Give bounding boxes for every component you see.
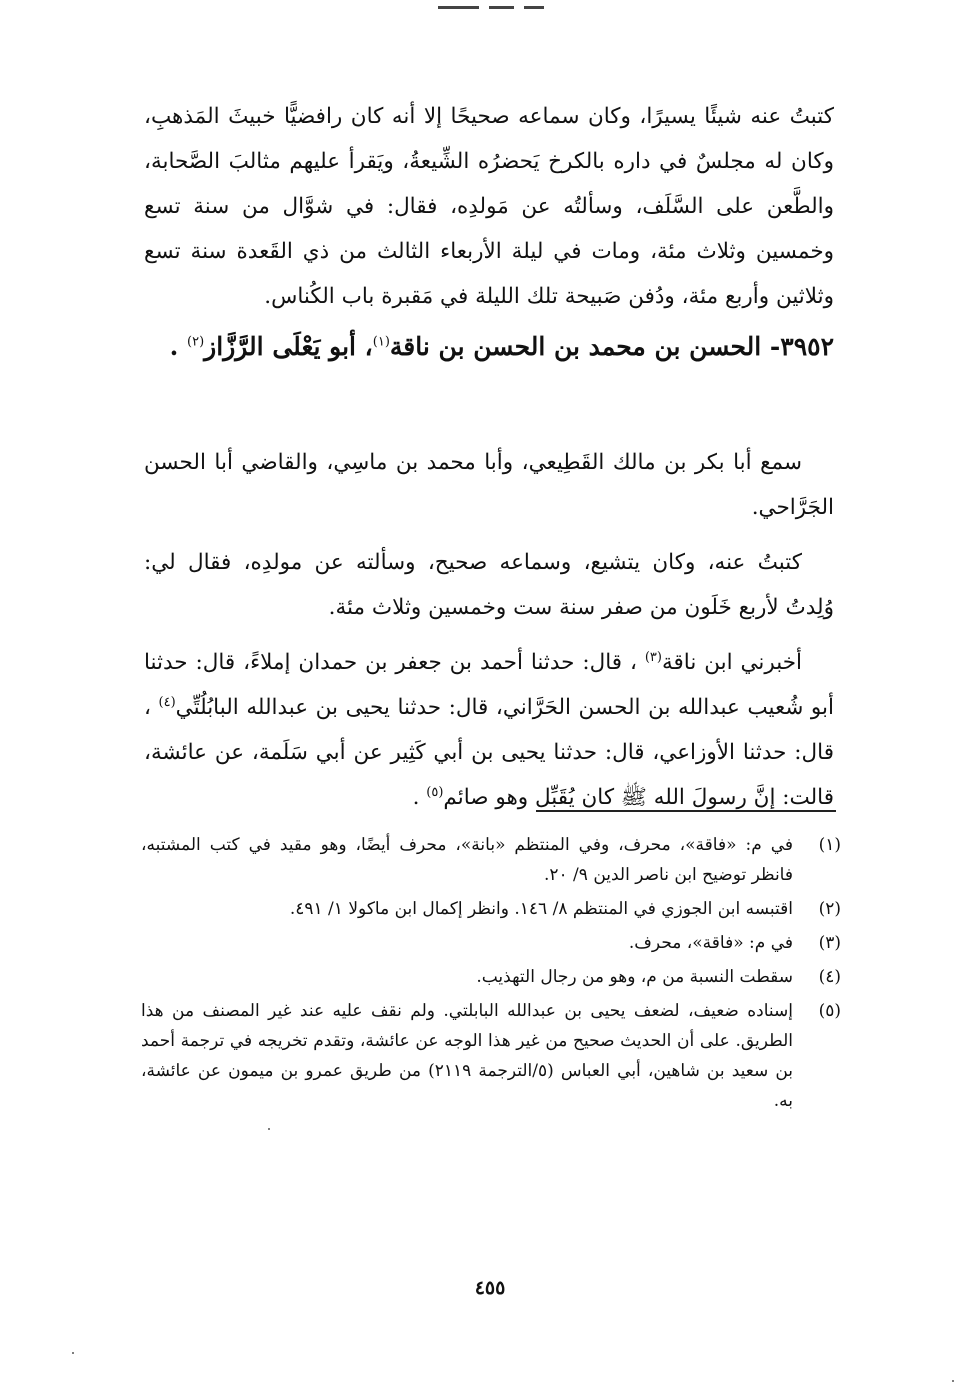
scan-speck: [268, 1128, 270, 1130]
footnote-ref-1[interactable]: (١): [372, 334, 390, 350]
top-decorative-rule: [438, 6, 544, 9]
entry-title-end: .: [169, 332, 188, 361]
footnote-number: (٤): [818, 967, 841, 987]
footnote-text: إسناده ضعيف، لضعف يحيى بن عبدالله البابلتي. ولم نقف عليه عند غير المصنف من هذا الطريق. على أن الحديث صحيح من غير هذا الوجه عن عائشة، وتقدم تخريجه في ترجمة أحمد بن سعيد بن شاهين، أبي العباس (٥/الترجمة ٢١١٩) من طريق عمرو بن ميمون عن عائشة، به.: [141, 1001, 793, 1111]
entry-title-main: - الحسن بن محمد بن الحسن بن ناقة: [389, 332, 781, 361]
footnote-number: (١): [818, 835, 841, 855]
entry-title-kunya: ، أبو يَعْلَى الرَّزَّاز: [204, 332, 373, 361]
footnote-ref-2[interactable]: (٢): [187, 334, 205, 350]
footnotes-list: [141, 830, 841, 1116]
entry-number: ٣٩٥٢: [780, 332, 834, 361]
paragraph-previous-entry: كتبتُ عنه شيئًا يسيرًا، وكان سماعه صحيحًا إلا أنه كان رافضيًّا خبيثَ المَذهبِ، وكان له مجلسٌ في داره بالكرخ يَحضرُه الشِّيعةُ، ويَقرأ عليهم مثالبَ الصَّحابة، والطَّعن على السَّلَف، وسألتُه عن مَولدِه، فقال: في شوَّال من سنة تسع وخمسين وثلاث مئة، ومات في ليلة الأربعاء الثالث من ذي القَعدة سنة تسع وثلاثين وأربع مئة، ودُفن صَبيحة تلك الليلة في مَقبرة باب الكُناس.: [144, 104, 834, 309]
footnote-item: [141, 962, 841, 992]
footnote-ref-5[interactable]: (٥): [426, 784, 444, 800]
paragraph-birth: كتبتُ عنه، وكان يتشيع، وسماعه صحيح، وسألته عن مولدِه، فقال لي: وُلِدتُ لأربع خَلَون من صفر سنة ست وخمسين وثلاث مئة.: [144, 550, 834, 620]
footnote-item: [141, 830, 841, 890]
entry-heading: [144, 322, 834, 372]
footnote-separator: [536, 810, 836, 812]
isnad-part-3: ، قال: حدثنا الأوزاعي، قال: حدثنا يحيى بن أبي كَثِير عن أبي سَلَمة، عن عائشة، قالت: إنَّ رسولَ الله ﷺ كان يُقَبِّل وهو صائم: [144, 695, 834, 810]
paragraph-isnad: [144, 640, 834, 820]
footnote-ref-3[interactable]: (٣): [644, 649, 662, 665]
footnote-item: [141, 894, 841, 924]
isnad-part-1: أخبرني ابن ناقة: [661, 650, 802, 675]
page-number: ٤٥٥: [474, 1277, 506, 1299]
footnote-text: اقتبسه ابن الجوزي في المنتظم ٨/ ١٤٦. وانظر إكمال ابن ماكولا ١/ ٤٩١.: [289, 899, 793, 919]
scan-speck: [72, 1352, 74, 1354]
footnote-text: في م: «فاقة»، محرف، وفي المنتظم «بانة»، محرف أيضًا، وهو مقيد في كتب المشتبه، فانظر توضيح ابن ناصر الدين ٩/ ٢٠.: [141, 835, 793, 885]
isnad-part-2: ، قال: حدثنا أحمد بن جعفر بن حمدان إملاءً، قال: حدثنا أبو شُعيب عبدالله بن الحسن الحَرَّاني، قال: حدثنا يحيى بن عبدالله البابُلُتِّي: [144, 650, 834, 720]
main-text-block-top: [144, 94, 834, 319]
footnote-text: في م: «فاقة»، محرف.: [628, 933, 793, 953]
scan-speck: [952, 1380, 954, 1382]
isnad-part-4: .: [412, 785, 427, 810]
paragraph-teachers: سمع أبا بكر بن مالك القَطِيعي، وأبا محمد بن ماسِي، والقاضي أبا الحسن الجَرَّاحي.: [144, 450, 834, 520]
footnote-number: (٢): [818, 899, 841, 919]
footnote-ref-4[interactable]: (٤): [158, 694, 176, 710]
footnote-item: [141, 996, 841, 1116]
footnote-text: سقطت النسبة من م، وهو من رجال التهذيب.: [476, 967, 793, 987]
footnote-item: [141, 928, 841, 958]
footnote-number: (٥): [818, 1001, 841, 1021]
main-text-block-entry: [144, 440, 834, 820]
footnote-number: (٣): [818, 933, 841, 953]
